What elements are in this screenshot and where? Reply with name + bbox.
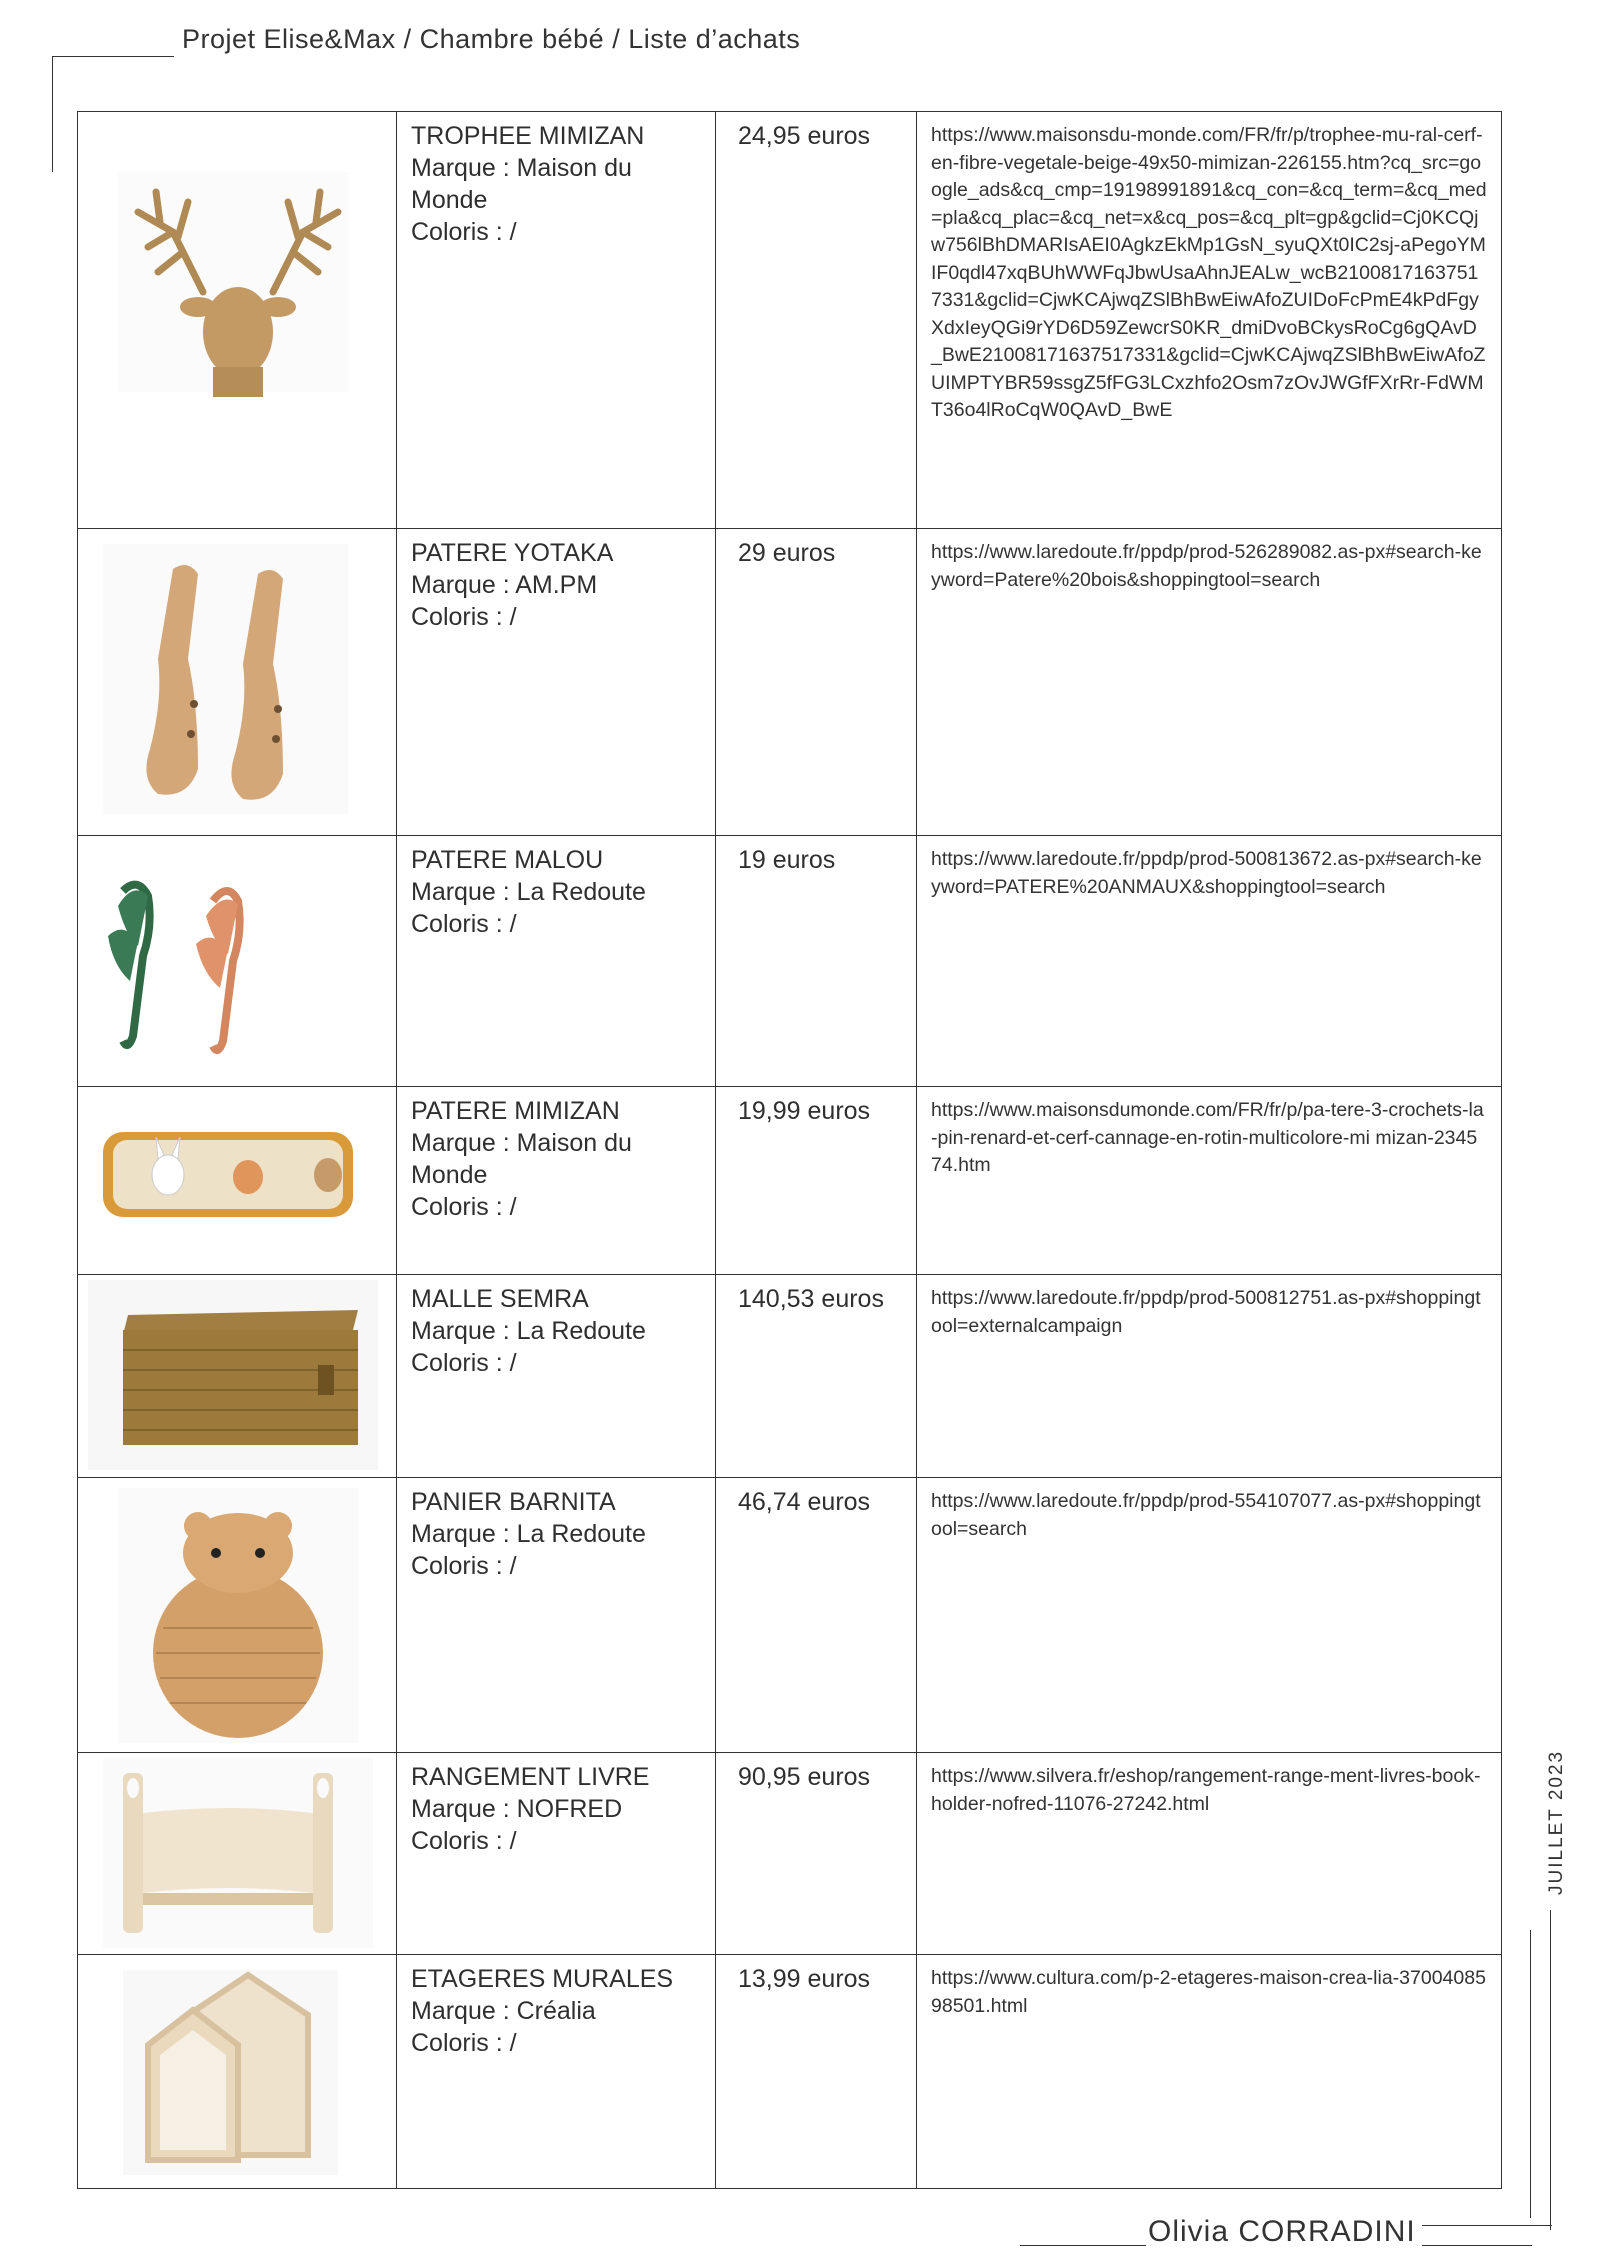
product-brand: Marque : La Redoute (411, 1520, 646, 1548)
product-link[interactable]: https://www.laredoute.fr/ppdp/prod-500812751.as-px#shoppingtool=externalcampaign (931, 1287, 1481, 1337)
product-image-cell (78, 1955, 397, 2189)
product-color: Coloris : / (411, 1827, 517, 1855)
product-brand: Marque : La Redoute (411, 878, 646, 906)
price-cell (716, 529, 917, 836)
product-color: Coloris : / (411, 603, 517, 631)
footer-rule (1020, 2245, 1146, 2246)
product-info-cell (397, 1753, 716, 1955)
product-link[interactable]: https://www.cultura.com/p-2-etageres-maison-crea-lia-3700408598501.html (931, 1967, 1486, 2017)
product-info-cell (397, 1087, 716, 1275)
product-link[interactable]: https://www.maisonsdumonde.com/FR/fr/p/pa-tere-3-crochets-la-pin-renard-et-cerf-cannage-en-rotin-multicolore-mi mizan-234574.htm (931, 1099, 1484, 1176)
product-name: PANIER BARNITA (411, 1488, 616, 1516)
product-brand: Marque : Maison du Monde (411, 154, 632, 214)
side-rule (1550, 1910, 1551, 2230)
shopping-list-table (77, 111, 1502, 2189)
product-price: 19 euros (738, 846, 836, 874)
price-cell (716, 112, 917, 529)
product-brand: Marque : AM.PM (411, 571, 598, 599)
product-color: Coloris : / (411, 1552, 517, 1580)
table-row (78, 529, 1502, 836)
table-row (78, 836, 1502, 1087)
price-cell (716, 836, 917, 1087)
product-info-cell (397, 1478, 716, 1753)
product-brand: Marque : Créalia (411, 1997, 596, 2025)
product-color: Coloris : / (411, 1349, 517, 1377)
price-cell (716, 1753, 917, 1955)
author-name: Olivia CORRADINI (1148, 2215, 1416, 2248)
product-price: 24,95 euros (738, 122, 871, 150)
table-row (78, 1275, 1502, 1478)
header-rule (52, 56, 174, 57)
product-name: PATERE MALOU (411, 846, 604, 874)
url-cell (917, 1087, 1502, 1275)
url-cell (917, 1275, 1502, 1478)
product-color: Coloris : / (411, 1193, 517, 1221)
url-cell (917, 1955, 1502, 2189)
product-color: Coloris : / (411, 2029, 517, 2057)
product-link[interactable]: https://www.laredoute.fr/ppdp/prod-554107077.as-px#shoppingtool=search (931, 1490, 1481, 1540)
product-image-cell (78, 1275, 397, 1478)
product-info-cell (397, 1955, 716, 2189)
date-text: JUILLET 2023 (1546, 1749, 1567, 1895)
product-brand: Marque : Maison du Monde (411, 1129, 632, 1189)
date-label (1520, 1745, 1567, 1895)
url-cell (917, 529, 1502, 836)
product-price: 90,95 euros (738, 1763, 871, 1791)
product-image-cell (78, 529, 397, 836)
product-name: PATERE MIMIZAN (411, 1097, 620, 1125)
product-name: RANGEMENT LIVRE (411, 1763, 650, 1791)
product-image-cell (78, 1478, 397, 1753)
product-price: 19,99 euros (738, 1097, 871, 1125)
product-brand: Marque : La Redoute (411, 1317, 646, 1345)
table-row (78, 1087, 1502, 1275)
product-name: PATERE YOTAKA (411, 539, 614, 567)
header-vertical-rule (52, 56, 53, 172)
product-link[interactable]: https://www.silvera.fr/eshop/rangement-range-ment-livres-book-holder-nofred-11076-27242.html (931, 1765, 1481, 1815)
footer-rule-right-upper (1422, 2225, 1552, 2226)
product-link[interactable]: https://www.maisonsdu-monde.com/FR/fr/p/trophee-mu-ral-cerf-en-fibre-vegetale-beige-49x50-mimizan-226155.htm?cq_src=google_ads&cq_cmp=19198991891&cq_con=&cq_term=&cq_med=pla&cq_plac=&cq_net=x&cq_pos=&cq_plt=gp&gclid=Cj0KCQjw756lBhDMARIsAEI0AgkzEkMp1GsN_syuQXt0IC2sj-aPegoYMIF0qdl47xqBUhWWFqJbwUsaAhnJEALw_wcB21008171637517331&gclid=CjwKCAjwqZSlBhBwEiwAfoZUIDoFcPmE4kPdFgyXdxIeyQGi9rYD6D59ZewcrS0KR_dmiDvoBCkysRoCg6gQAvD_BwE21008171637517331&gclid=CjwKCAjwqZSlBhBwEiwAfoZUIMPTYBR59ssgZ5fFG3LCxzhfo2Osm7zOvJWGfFXrRr-FdWMT36o4lRoCqW0QAvD_BwE (931, 124, 1487, 421)
url-cell (917, 112, 1502, 529)
product-info-cell (397, 1275, 716, 1478)
table-row (78, 1955, 1502, 2189)
product-info-cell (397, 112, 716, 529)
table-row (78, 1753, 1502, 1955)
product-color: Coloris : / (411, 910, 517, 938)
product-image-cell (78, 112, 397, 529)
url-cell (917, 1753, 1502, 1955)
price-cell (716, 1955, 917, 2189)
product-image-cell (78, 836, 397, 1087)
url-cell (917, 1478, 1502, 1753)
table-row (78, 1478, 1502, 1753)
product-image-cell (78, 1087, 397, 1275)
product-name: ETAGERES MURALES (411, 1965, 674, 1993)
product-color: Coloris : / (411, 218, 517, 246)
page-title: Projet Elise&Max / Chambre bébé / Liste d’achats (182, 24, 801, 54)
footer-rule-right (1422, 2245, 1532, 2246)
product-image-cell (78, 1753, 397, 1955)
product-info-cell (397, 529, 716, 836)
product-info-cell (397, 836, 716, 1087)
product-brand: Marque : NOFRED (411, 1795, 623, 1823)
product-name: MALLE SEMRA (411, 1285, 589, 1313)
product-price: 46,74 euros (738, 1488, 871, 1516)
product-price: 140,53 euros (738, 1285, 884, 1313)
price-cell (716, 1275, 917, 1478)
side-rule-inner (1530, 1930, 1531, 2218)
product-name: TROPHEE MIMIZAN (411, 122, 645, 150)
url-cell (917, 836, 1502, 1087)
product-link[interactable]: https://www.laredoute.fr/ppdp/prod-526289082.as-px#search-keyword=Patere%20bois&shoppingtool=search (931, 541, 1482, 591)
price-cell (716, 1087, 917, 1275)
product-price: 29 euros (738, 539, 836, 567)
table-row (78, 112, 1502, 529)
product-link[interactable]: https://www.laredoute.fr/ppdp/prod-500813672.as-px#search-keyword=PATERE%20ANMAUX&shoppingtool=search (931, 848, 1482, 898)
product-price: 13,99 euros (738, 1965, 871, 1993)
price-cell (716, 1478, 917, 1753)
